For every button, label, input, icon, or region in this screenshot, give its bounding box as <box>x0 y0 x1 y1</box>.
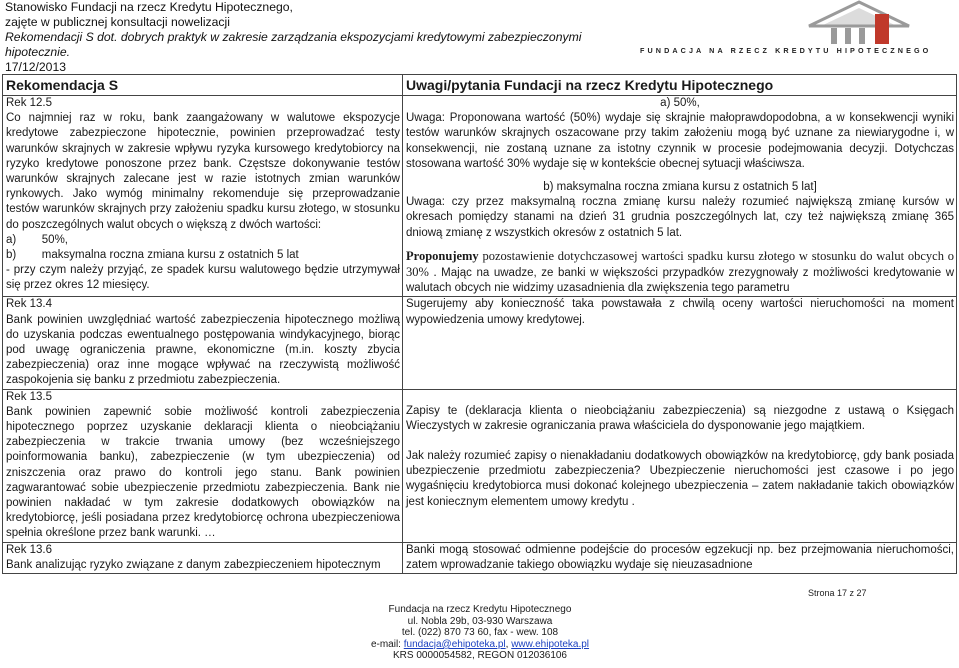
comment-13-4-text: Sugerujemy aby konieczność taka powstawała z chwilą oceny wartości nieruchomości na moment wypowiedzenia umowy kredytowej. <box>406 298 954 326</box>
foundation-logo <box>805 0 913 46</box>
footer-phone: tel. (022) 870 73 60, fax - wew. 108 <box>401 627 559 639</box>
recommendation-13-4-cell <box>3 297 403 389</box>
page-number: Strona 17 z 27 <box>808 588 867 598</box>
footer-registry: KRS 0000054582, REGON 012036106 <box>392 650 567 662</box>
rec-13-5-text: Bank powinien zapewnić sobie możliwość kontroli zabezpieczenia hipotecznego poprzez uzyskanie deklaracji klienta o nieobciążaniu zabezpieczenia w trakcie trwania umowy (bez wcześniejszego poinformowania banku), zabezpieczenie (w tym ubezpieczenia) od zniszczenia oraz prawo do kontroli jego stanu. Bank powinien zagwarantować sobie ubezpieczenie przedmiotu zabezpieczenia. Bank nie powinien nakładać w tym zakresie dodatkowych obowiązków na kredytobiorcę, jeśli posiadana przez kredytobiorcę ochrona ubezpieczeniowa spełnia określone przez bank warunki. … <box>6 405 400 540</box>
comment-13-4-cell <box>403 297 957 389</box>
footer-address: ul. Nobla 29b, 03-930 Warszawa <box>407 615 553 627</box>
footer <box>330 604 630 662</box>
column-header-comments: Uwagi/pytania Fundacji na rzecz Kredytu Hipotecznego <box>403 75 957 96</box>
proposal-bold: Proponujemy <box>406 248 479 263</box>
footer-www-link[interactable]: www.ehipoteka.pl <box>511 638 590 650</box>
comment-13-5-text-1: Zapisy te (deklaracja klienta o nieobciążaniu zabezpieczenia) są niezgodne z ustawą o Księgach Wieczystych w zakresie ograniczania prawa właściciela do dysponowanie jego majątkiem. <box>406 404 954 432</box>
footer-email-prefix: e-mail: <box>370 638 404 650</box>
header-date: 17/12/2013 <box>5 60 66 74</box>
comment-a-title: a) 50%, <box>660 97 700 109</box>
recommendation-13-6-cell <box>3 542 403 573</box>
rec-13-6-text: Bank analizując ryzyko związane z danym zabezpieczeniem hipotecznym <box>6 558 381 571</box>
rec-12-5-text: Co najmniej raz w roku, bank zaangażowany w walutowe ekspozycje kredytowe zabezpieczone hipotecznie, powinien przeprowadzać testy warunków skrajnych w zakresie wpływu ryzyka kursowego kredytobiorcy na ryzyko kredytowe ponoszone przez bank. Częstsze dokonywanie testów warunków skrajnych zalecane jest w razie istotnych zmian warunków rynkowych. Jako wymóg minimalny rekomenduje się przeprowadzanie testów warunków skrajnych przy założeniu spadku kursu złotego, w stosunku do poszczególnych walut obcych o większą z dwóch wartości: <box>6 112 400 231</box>
proposal-rest: Mając na uwadze, ze banki w większości przypadków zrezygnowały z możliwości kredytowanie w walutach obcych nie widzimy uzasadnienia dla zwiększenia tego parametru <box>406 267 955 295</box>
proposal-serif: pozostawienie dotychczasowej wartości spadku kursu złotego w stosunku do walut obcych o 30% . <box>406 248 954 280</box>
comment-13-5-cell <box>403 389 957 542</box>
rec-13-4-title: Rek 13.4 <box>6 298 53 311</box>
header-line-2: zajęte w publicznej konsultacji nowelizacji <box>5 15 230 29</box>
comment-13-6-text: Banki mogą stosować odmienne podejście do procesów egzekucji np. bez przejmowania nieruchomości, zatem wprowadzanie takiego obowiązku wydaje się nieuzasadnione <box>406 543 954 571</box>
footer-contact <box>330 639 630 651</box>
comment-b-title: b) maksymalna roczna zmiana kursu z ostatnich 5 lat] <box>543 181 817 194</box>
rec-12-5-option-a: a) 50%, <box>6 233 68 246</box>
rec-13-4-text: Bank powinien uwzględniać wartość zabezpieczenia hipotecznego możliwą do uzyskania podczas ewentualnego postępowania windykacyjnego, biorąc pod uwagę ograniczenia prawne, ekonomiczne (m.in. koszty zbycia zabezpieczenia) oraz inne mogące wpływać na rzeczywistą możliwość zaspokojenia się banku z przedmiotu zabezpieczenia. <box>6 313 400 387</box>
header-line-3: Rekomendacji S dot. dobrych praktyk w zakresie zarządzania ekspozycjami kredytowymi zabezpieczonymi hipotecznie. <box>5 30 582 59</box>
header-line-1: Stanowisko Fundacji na rzecz Kredytu Hipotecznego, <box>5 0 293 14</box>
comment-12-5-cell <box>403 96 957 297</box>
footer-email-link[interactable]: fundacja@ehipoteka.pl <box>403 638 506 650</box>
comment-13-6-cell <box>403 542 957 573</box>
foundation-brand-text: FUNDACJA NA RZECZ KREDYTU HIPOTECZNEGO <box>640 46 932 55</box>
recommendation-13-5-cell <box>3 389 403 542</box>
comment-a-text: Uwaga: Proponowana wartość (50%) wydaje się skrajnie małoprawdopodobna, a w konsekwencji wyniki testów warunków skrajnych oszacowane przy takim założeniu mogą być uznane za niewiarygodne i, w konsekwencji, nie zostaną uznane za istotny czynnik w procesie podejmowania decyzji. Dotychczas stosowana wartość 30% wydaje się w kontekście obecnej sytuacji właściwsza. <box>406 112 954 170</box>
recommendations-table <box>2 74 957 574</box>
proposal-text <box>406 249 954 297</box>
footer-separator: , <box>505 638 512 650</box>
document-header <box>5 0 645 75</box>
rec-13-6-title: Rek 13.6 <box>6 543 53 556</box>
rec-12-5-tail: - przy czym należy przyjąć, ze spadek kursu walutowego będzie utrzymywał się przez okres 12 miesięcy. <box>6 264 400 292</box>
rec-13-5-title: Rek 13.5 <box>6 390 53 403</box>
comment-b-text: Uwaga: czy przez maksymalną roczna zmianę kursu należy rozumieć największą zmianę kursów w okresach pomiędzy stanami na dzień 31 grudnia poszczególnych lat, czy też największą zmianę 365 dniową zmianę z wszystkich okresów z ostatnich 5 lat. <box>406 196 954 239</box>
rec-12-5-option-b: b) maksymalna roczna zmiana kursu z ostatnich 5 lat <box>6 249 299 262</box>
column-header-recommendation: Rekomendacja S <box>3 75 403 96</box>
recommendation-12-5-cell <box>3 96 403 297</box>
footer-name: Fundacja na rzecz Kredytu Hipotecznego <box>388 604 572 615</box>
rec-12-5-title: Rek 12.5 <box>6 97 53 109</box>
comment-13-5-text-2: Jak należy rozumieć zapisy o nienakładaniu dodatkowych obowiązków na kredytobiorcę, gdy bank posiada ubezpieczenie przedmiotu zabezpieczenia? Ubezpieczenie nieruchomości jest czasowe i po jego wygaśnięciu kredytobiorca musi dokonać kolejnego ubezpieczenia – zatem nakładanie takich obowiązków jest koniecznym elementem umowy kredytu . <box>406 450 954 508</box>
